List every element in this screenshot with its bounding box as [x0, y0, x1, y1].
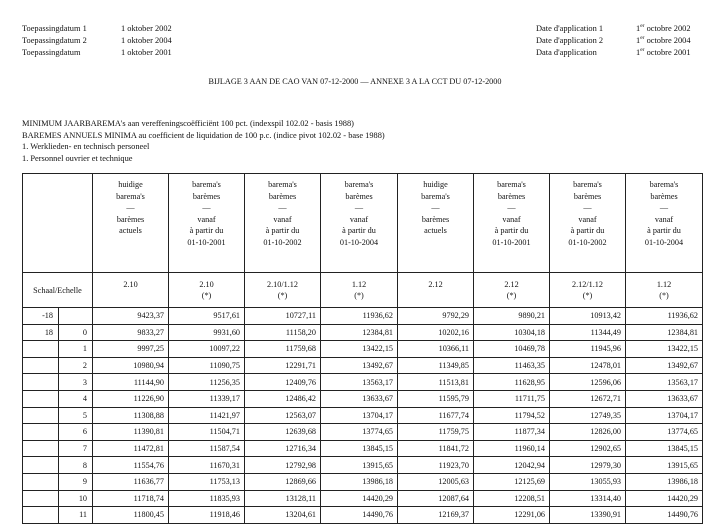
- table-row: [23, 473, 703, 490]
- salary-cell: 12478,01: [550, 357, 626, 374]
- column-header-line: —: [354, 203, 364, 213]
- salary-cell: 11636,77: [93, 473, 169, 490]
- column-header-line: huidige: [423, 180, 448, 189]
- column-header-line: —: [583, 203, 592, 213]
- salary-cell: 12672,71: [550, 390, 626, 407]
- salary-cell: 9792,29: [398, 308, 474, 325]
- age-cell: [23, 357, 59, 374]
- date-value: 1 oktober 2002: [121, 24, 172, 33]
- column-header-line: barema's: [573, 180, 602, 189]
- salary-cell: 11936,62: [626, 308, 703, 325]
- column-header-line: vanaf: [197, 214, 216, 224]
- salary-cell: 11918,46: [169, 507, 245, 524]
- annex-title: BIJLAGE 3 AAN DE CAO VAN 07-12-2000 — ANNEXE 3 A LA CCT DU 07-12-2000: [208, 77, 502, 86]
- salary-cell: 11308,88: [93, 407, 169, 424]
- salary-cell: 13704,17: [321, 407, 398, 424]
- salary-cell: 13633,67: [626, 390, 703, 407]
- date-ordinal: er: [640, 35, 645, 42]
- salary-cell: 11472,81: [93, 440, 169, 457]
- salary-cell: 14490,76: [626, 507, 703, 524]
- salary-cell: 10097,22: [169, 341, 245, 358]
- salary-cell: 11513,81: [398, 374, 474, 391]
- salary-cell: 13704,17: [626, 407, 703, 424]
- salary-cell: 11718,74: [93, 490, 169, 507]
- column-header-line: barèmes: [421, 214, 450, 224]
- column-header-line: —: [202, 203, 211, 213]
- salary-cell: 12716,34: [245, 440, 321, 457]
- scale-index-main: 1.12: [656, 280, 672, 289]
- column-header-line: à partir du: [189, 226, 224, 236]
- scale-index: [550, 273, 626, 308]
- step-cell: 8: [59, 457, 93, 474]
- salary-cell: 12208,51: [474, 490, 550, 507]
- salary-cell: 11226,90: [93, 390, 169, 407]
- step-cell: 2: [59, 357, 93, 374]
- scale-index-main: 2.12/1.12: [572, 280, 603, 289]
- salary-cell: 12826,00: [550, 424, 626, 441]
- salary-cell: 12596,06: [550, 374, 626, 391]
- salary-cell: 9517,61: [169, 308, 245, 325]
- salary-cell: 11753,13: [169, 473, 245, 490]
- salary-cell: 12486,42: [245, 390, 321, 407]
- salary-cell: 9931,60: [169, 324, 245, 341]
- age-cell: -18: [23, 308, 59, 325]
- column-header-line: barema's: [497, 180, 526, 189]
- step-cell: 1: [59, 341, 93, 358]
- salary-cell: 12409,76: [245, 374, 321, 391]
- scale-index-row: [23, 273, 703, 308]
- salary-cell: 11677,74: [398, 407, 474, 424]
- column-header-line: vanaf: [578, 214, 597, 224]
- salary-cell: 9423,37: [93, 308, 169, 325]
- scale-index: [245, 273, 321, 308]
- salary-cell: 9890,21: [474, 308, 550, 325]
- header-left-row: [22, 47, 172, 59]
- column-header-line: barèmes: [497, 191, 526, 201]
- date-rest: octobre 2002: [644, 24, 691, 33]
- salary-cell: 12169,37: [398, 507, 474, 524]
- date-label: Data d'application: [536, 48, 597, 57]
- salary-cell: 10202,16: [398, 324, 474, 341]
- salary-cell: 13390,91: [550, 507, 626, 524]
- salary-cell: 14420,29: [321, 490, 398, 507]
- salary-cell: 9833,27: [93, 324, 169, 341]
- age-cell: [23, 457, 59, 474]
- column-header: [321, 174, 398, 273]
- salary-cell: 12005,63: [398, 473, 474, 490]
- column-header-line: barema's: [116, 191, 145, 201]
- scale-index: [474, 273, 550, 308]
- date-label: Date d'application 1: [536, 24, 604, 33]
- column-header-line: vanaf: [349, 214, 369, 224]
- column-header-line: à partir du: [494, 226, 529, 236]
- intro-line: MINIMUM JAARBAREMA's aan vereffeningscoëfficiënt 100 pct. (indexspil 102.02 - basis 1988): [22, 119, 354, 128]
- scale-index: [169, 273, 245, 308]
- column-header-line: 01-10-2001: [187, 237, 226, 247]
- salary-cell: 11670,31: [169, 457, 245, 474]
- column-header: [398, 174, 474, 273]
- salary-cell: 10727,11: [245, 308, 321, 325]
- salary-cell: 12563,07: [245, 407, 321, 424]
- column-header-line: —: [507, 203, 516, 213]
- salary-cell: 12869,66: [245, 473, 321, 490]
- scale-index-main: 2.10/1.12: [267, 280, 298, 289]
- date-rest: octobre 2001: [644, 48, 691, 57]
- salary-cell: 12979,30: [550, 457, 626, 474]
- column-header-line: barèmes: [192, 191, 221, 201]
- column-header-line: à partir du: [570, 226, 605, 236]
- salary-cell: 11390,81: [93, 424, 169, 441]
- salary-cell: 10304,18: [474, 324, 550, 341]
- column-header-line: actuels: [119, 226, 142, 236]
- step-cell: 0: [59, 324, 93, 341]
- column-header: [93, 174, 169, 273]
- column-header: [169, 174, 245, 273]
- salary-cell: 12291,06: [474, 507, 550, 524]
- salary-cell: 13845,15: [321, 440, 398, 457]
- column-header: [626, 174, 703, 273]
- table-row: [23, 308, 703, 325]
- header-right-row: [536, 47, 691, 59]
- salary-cell: 11835,93: [169, 490, 245, 507]
- salary-cell: 11421,97: [169, 407, 245, 424]
- salary-cell: 11923,70: [398, 457, 474, 474]
- age-cell: [23, 341, 59, 358]
- column-header-line: à partir du: [647, 226, 681, 236]
- date-value: [636, 47, 691, 59]
- step-cell: 4: [59, 390, 93, 407]
- salary-cell: 12291,71: [245, 357, 321, 374]
- scale-label: Schaal/Echelle: [23, 273, 93, 308]
- scale-index-main: 2.12: [504, 280, 519, 289]
- scale-index: [93, 273, 169, 308]
- table-row: [23, 457, 703, 474]
- date-ordinal: er: [640, 23, 645, 30]
- scale-index-main: 1.12: [351, 280, 367, 289]
- table-row: [23, 424, 703, 441]
- salary-cell: 13422,15: [626, 341, 703, 358]
- salary-cell: 11256,35: [169, 374, 245, 391]
- column-header-line: barema's: [192, 180, 221, 189]
- date-value: 1 oktober 2001: [121, 48, 172, 57]
- table-row: [23, 357, 703, 374]
- salary-cell: 13204,61: [245, 507, 321, 524]
- column-header-line: [398, 237, 473, 249]
- salary-cell: 11877,34: [474, 424, 550, 441]
- date-label: Toepassingdatum: [22, 48, 81, 57]
- salary-cell: 11344,49: [550, 324, 626, 341]
- header-left-row: [22, 35, 172, 47]
- column-header-line: [93, 237, 168, 249]
- header-blank-cell: [23, 174, 59, 273]
- salary-cell: 11794,52: [474, 407, 550, 424]
- column-header-line: —: [126, 203, 135, 213]
- column-header: [245, 174, 321, 273]
- scale-index-note: (*): [582, 291, 593, 300]
- column-header-line: barema's: [649, 180, 679, 189]
- age-cell: [23, 473, 59, 490]
- column-header-line: 01-10-2002: [263, 237, 302, 247]
- salary-cell: 11800,45: [93, 507, 169, 524]
- scale-index: [398, 273, 474, 308]
- column-header-line: à partir du: [342, 226, 376, 236]
- date-day: 1: [636, 36, 641, 45]
- column-header-line: 01-10-2001: [492, 237, 531, 247]
- salary-cell: 10366,11: [398, 341, 474, 358]
- date-label: Toepassingdatum 1: [22, 24, 87, 33]
- date-label: Date d'application 2: [536, 36, 604, 45]
- intro-block: [22, 118, 385, 164]
- date-value: 1 oktober 2004: [121, 36, 172, 45]
- column-header-line: barèmes: [650, 191, 678, 201]
- age-cell: [23, 374, 59, 391]
- salary-cell: 12384,81: [626, 324, 703, 341]
- column-header-line: 01-10-2004: [644, 237, 684, 247]
- column-header-line: —: [431, 203, 440, 213]
- intro-line: 1. Werklieden- en technisch personeel: [22, 142, 150, 152]
- salary-cell: 12125,69: [474, 473, 550, 490]
- scale-index-note: (*): [506, 291, 517, 300]
- step-cell: 10: [59, 490, 93, 507]
- salary-cell: 12639,68: [245, 424, 321, 441]
- table-header-row: [23, 174, 703, 273]
- date-ordinal: er: [640, 47, 645, 54]
- salary-cell: 13314,40: [550, 490, 626, 507]
- salary-cell: 13492,67: [626, 357, 703, 374]
- salary-cell: 13055,93: [550, 473, 626, 490]
- date-day: 1: [636, 48, 641, 57]
- age-cell: [23, 507, 59, 524]
- date-label: Toepassingdatum 2: [22, 36, 87, 45]
- scale-index-note: [93, 290, 168, 301]
- salary-cell: 11463,35: [474, 357, 550, 374]
- salary-cell: 11759,75: [398, 424, 474, 441]
- column-header-line: barèmes: [268, 191, 297, 201]
- header-left: [22, 23, 172, 59]
- table-row: [23, 490, 703, 507]
- column-header: [550, 174, 626, 273]
- salary-cell: 13774,65: [626, 424, 703, 441]
- salary-cell: 14420,29: [626, 490, 703, 507]
- salary-cell: 13915,65: [626, 457, 703, 474]
- column-header-line: vanaf: [502, 214, 521, 224]
- column-header: [474, 174, 550, 273]
- salary-cell: 11595,79: [398, 390, 474, 407]
- salary-cell: 11936,62: [321, 308, 398, 325]
- salary-cell: 12384,81: [321, 324, 398, 341]
- step-cell: 11: [59, 507, 93, 524]
- salary-cell: 11554,76: [93, 457, 169, 474]
- column-header-line: —: [278, 203, 287, 213]
- salary-cell: 10980,94: [93, 357, 169, 374]
- header-right: [536, 23, 691, 59]
- salary-cell: 13422,15: [321, 341, 398, 358]
- scale-index-main: 2.10: [123, 280, 138, 289]
- age-cell: 18: [23, 324, 59, 341]
- salary-cell: 11587,54: [169, 440, 245, 457]
- salary-cell: 11759,68: [245, 341, 321, 358]
- salary-cell: 13986,18: [626, 473, 703, 490]
- salary-cell: 13986,18: [321, 473, 398, 490]
- salary-cell: 11628,95: [474, 374, 550, 391]
- salary-cell: 12749,35: [550, 407, 626, 424]
- step-cell: 5: [59, 407, 93, 424]
- scale-index-note: [398, 290, 473, 301]
- date-rest: octobre 2004: [644, 36, 691, 45]
- salary-cell: 13128,11: [245, 490, 321, 507]
- table-row: [23, 341, 703, 358]
- salary-cell: 10913,42: [550, 308, 626, 325]
- column-header-line: 01-10-2002: [568, 237, 607, 247]
- salary-cell: 13492,67: [321, 357, 398, 374]
- column-header-line: vanaf: [654, 214, 674, 224]
- date-value: [636, 35, 691, 47]
- intro-line: BAREMES ANNUELS MINIMA au coefficient de liquidation de 100 p.c. (indice pivot 102.02 - base 1988): [22, 130, 385, 140]
- age-cell: [23, 490, 59, 507]
- age-cell: [23, 424, 59, 441]
- column-header-line: vanaf: [273, 214, 292, 224]
- date-day: 1: [636, 24, 641, 33]
- salary-cell: 13845,15: [626, 440, 703, 457]
- salary-cell: 11960,14: [474, 440, 550, 457]
- column-header-line: barèmes: [345, 191, 373, 201]
- salary-cell: 11158,20: [245, 324, 321, 341]
- salary-cell: 11504,71: [169, 424, 245, 441]
- age-cell: [23, 407, 59, 424]
- salary-cell: 12902,65: [550, 440, 626, 457]
- step-cell: 3: [59, 374, 93, 391]
- scale-index: [321, 273, 398, 308]
- salary-cell: 12792,98: [245, 457, 321, 474]
- scale-index-main: 2.10: [199, 280, 214, 289]
- salary-cell: 13915,65: [321, 457, 398, 474]
- salary-cell: 11349,85: [398, 357, 474, 374]
- column-header-line: barema's: [268, 180, 297, 189]
- salary-cell: 13563,17: [321, 374, 398, 391]
- column-header-line: —: [659, 203, 669, 213]
- header-right-row: [536, 23, 691, 35]
- header-left-row: [22, 23, 172, 35]
- salary-cell: 11144,90: [93, 374, 169, 391]
- salary-cell: 10469,78: [474, 341, 550, 358]
- salary-cell: 9997,25: [93, 341, 169, 358]
- header-right-row: [536, 35, 691, 47]
- table-row: [23, 374, 703, 391]
- step-cell: 9: [59, 473, 93, 490]
- salary-cell: 11090,75: [169, 357, 245, 374]
- column-header-line: à partir du: [265, 226, 300, 236]
- salary-cell: 14490,76: [321, 507, 398, 524]
- date-value: [636, 23, 691, 35]
- salary-scale-table: [22, 173, 703, 524]
- scale-index-note: (*): [659, 291, 669, 300]
- step-cell: [59, 308, 93, 325]
- salary-cell: 11711,75: [474, 390, 550, 407]
- table-row: [23, 324, 703, 341]
- header-blank-cell: [59, 174, 93, 273]
- scale-index: [626, 273, 703, 308]
- salary-cell: 12087,64: [398, 490, 474, 507]
- salary-cell: 13563,17: [626, 374, 703, 391]
- scale-index-main: 2.12: [428, 280, 443, 289]
- table-row: [23, 440, 703, 457]
- age-cell: [23, 440, 59, 457]
- step-cell: 7: [59, 440, 93, 457]
- column-header-line: barèmes: [573, 191, 602, 201]
- salary-cell: 13774,65: [321, 424, 398, 441]
- column-header-line: huidige: [118, 180, 143, 189]
- salary-cell: 11841,72: [398, 440, 474, 457]
- age-cell: [23, 390, 59, 407]
- column-header-line: barema's: [421, 191, 450, 201]
- column-header-line: 01-10-2004: [339, 237, 379, 247]
- column-header-line: actuels: [424, 226, 447, 236]
- table-row: [23, 390, 703, 407]
- intro-line: 1. Personnel ouvrier et technique: [22, 153, 133, 163]
- scale-index-note: (*): [277, 291, 288, 300]
- salary-cell: 13633,67: [321, 390, 398, 407]
- table-row: [23, 507, 703, 524]
- table-row: [23, 407, 703, 424]
- salary-cell: 11945,96: [550, 341, 626, 358]
- salary-cell: 11339,17: [169, 390, 245, 407]
- scale-index-note: (*): [354, 291, 364, 300]
- step-cell: 6: [59, 424, 93, 441]
- scale-index-note: (*): [201, 291, 212, 300]
- column-header-line: barèmes: [116, 214, 145, 224]
- column-header-line: barema's: [344, 180, 374, 189]
- salary-cell: 12042,94: [474, 457, 550, 474]
